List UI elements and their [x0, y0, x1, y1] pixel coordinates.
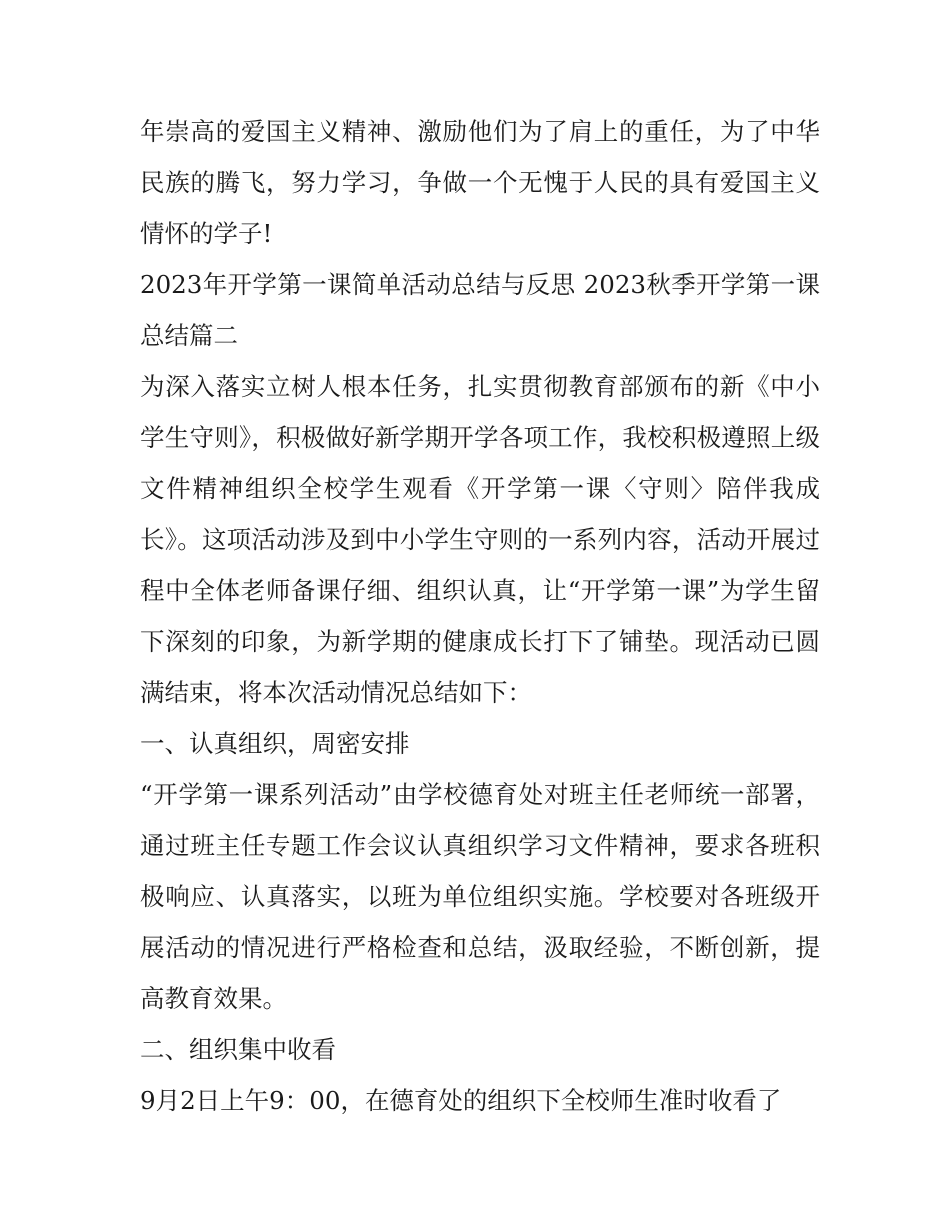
- section-title: 2023年开学第一课简单活动总结与反思 2023秋季开学第一课总结篇二: [140, 270, 820, 350]
- heading-one: 一、认真组织，周密安排: [140, 729, 410, 758]
- heading-two: 二、组织集中收看: [140, 1035, 336, 1064]
- paragraph-intro: 为深入落实立树人根本任务，扎实贯彻教育部颁布的新《中小学生守则》，积极做好新学期开学各项工作，我校积极遵照上级文件精神组织全校学生观看《开学第一课〈守则〉陪伴我成长》。这项活动涉及到中小学生守则的一系列内容，活动开展过程中全体老师备课仔细、组织认真，让“开学第一课”为学生留下深刻的印象，为新学期的健康成长打下了铺垫。现活动已圆满结束，将本次活动情况总结如下：: [140, 372, 820, 707]
- document-body: [140, 106, 820, 1126]
- paragraph-organization: “开学第一课系列活动”由学校德育处对班主任老师统一部署，通过班主任专题工作会议认真组织学习文件精神，要求各班积极响应、认真落实，以班为单位组织实施。学校要对各班级开展活动的情况进行严格检查和总结，汲取经验，不断创新，提高教育效果。: [140, 780, 820, 1013]
- paragraph-closing: 年崇高的爱国主义精神、激励他们为了肩上的重任，为了中华民族的腾飞，努力学习，争做一个无愧于人民的具有爱国主义情怀的学子!: [140, 117, 820, 248]
- paragraph-viewing: 9月2日上午9：00，在德育处的组织下全校师生准时收看了: [140, 1086, 782, 1115]
